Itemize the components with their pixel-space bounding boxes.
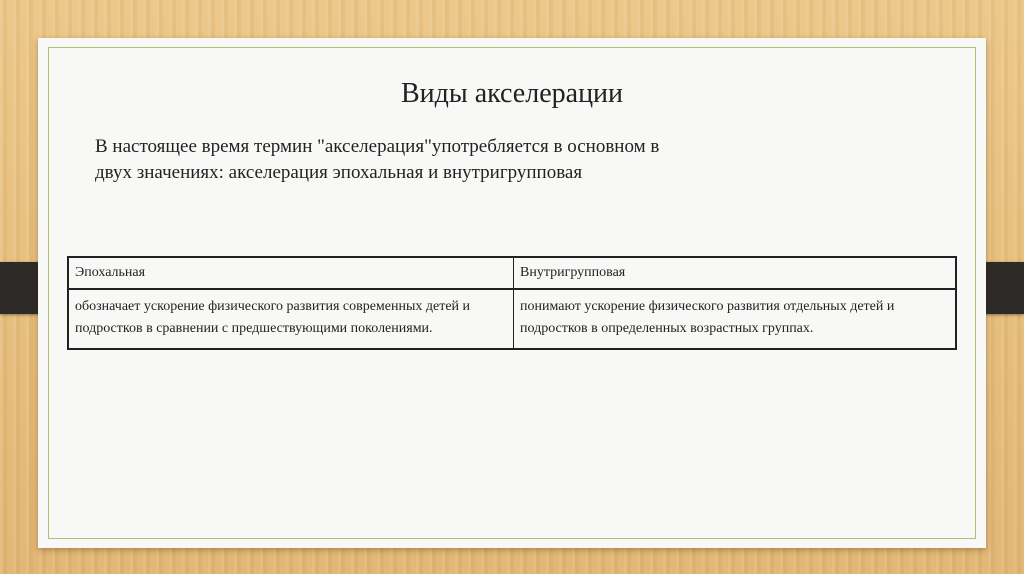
- intro-line-1: В настоящее время термин "акселерация"употребляется в основном в: [95, 136, 660, 157]
- header-intragroup: Внутригрупповая: [514, 257, 957, 289]
- left-binder-band: [0, 262, 40, 314]
- intro-line-2: двух значениях: акселерация эпохальная и внутригрупповая: [95, 162, 583, 183]
- intro-text: [95, 134, 875, 186]
- table-header-row: [68, 257, 956, 289]
- table-row: [68, 289, 956, 349]
- cell-intragroup-definition: понимают ускорение физического развития отдельных детей и подростков в определенных возрастных группах.: [520, 299, 895, 336]
- slide-title: Виды акселерации: [400, 78, 624, 109]
- cell-epochal-definition: обозначает ускорение физического развития современных детей и подростков в сравнении с предшествующими поколениями.: [68, 289, 514, 349]
- acceleration-types-table: [67, 256, 957, 350]
- header-epochal: Эпохальная: [68, 257, 514, 289]
